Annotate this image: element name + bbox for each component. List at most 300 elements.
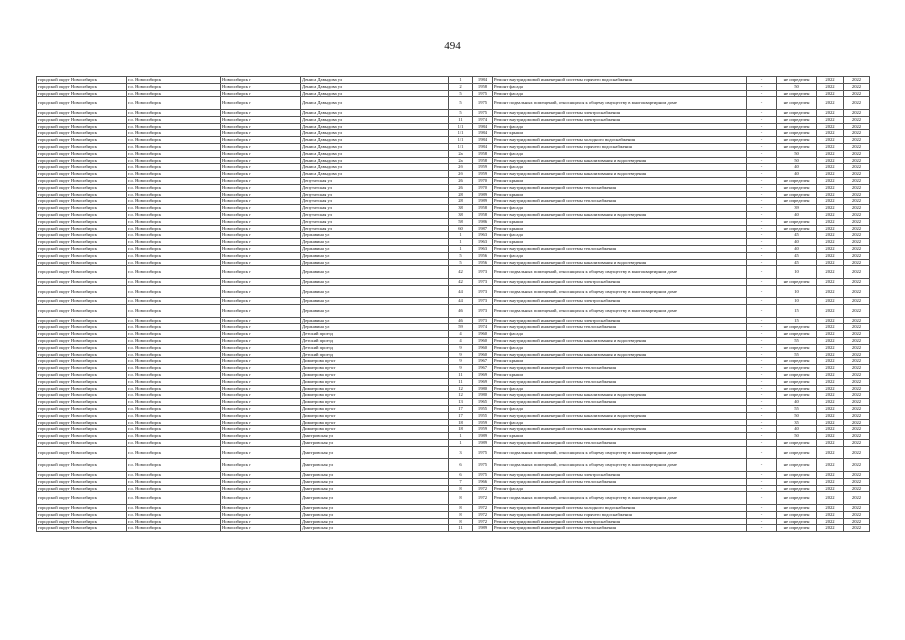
cost-cell: не определен [777,177,817,184]
year-from-cell: 2022 [817,525,844,532]
district-cell: городской округ Новосибирск [37,137,127,144]
dash-cell: - [747,137,777,144]
year-to-cell: 2022 [844,232,870,239]
district-cell: городской округ Новосибирск [37,77,127,84]
city-cell: Новосибирск г [221,459,301,472]
year-to-cell: 2022 [844,298,870,305]
house-cell: 18 [449,426,473,433]
work-type-cell: Ремонт внутридомовой инженерной системы горячего водоснабжения [493,77,747,84]
district-cell: городской округ Новосибирск [37,459,127,472]
street-cell: Державина ул [301,259,449,266]
year-from-cell: 2022 [817,478,844,485]
dash-cell: - [747,191,777,198]
city-cell: Новосибирск г [221,157,301,164]
cost-cell: не определен [777,478,817,485]
district-cell: городской округ Новосибирск [37,109,127,116]
dash-cell: - [747,184,777,191]
dash-cell: - [747,324,777,331]
municipality-cell: г.о. Новосибирск [127,351,221,358]
city-cell: Новосибирск г [221,365,301,372]
city-cell: Новосибирск г [221,378,301,385]
city-cell: Новосибирск г [221,492,301,505]
house-cell: 1 [449,239,473,246]
dash-cell: - [747,143,777,150]
table-row [37,324,870,331]
house-cell: 1 [449,232,473,239]
dash-cell: - [747,433,777,440]
year-cell: 1955 [473,406,493,413]
city-cell: Новосибирск г [221,372,301,379]
year-to-cell: 2022 [844,372,870,379]
street-cell: Дмитровская ул [301,505,449,512]
district-cell: городской округ Новосибирск [37,406,127,413]
municipality-cell: г.о. Новосибирск [127,426,221,433]
city-cell: Новосибирск г [221,245,301,252]
house-cell: 6 [449,459,473,472]
work-type-cell: Ремонт внутридомовой инженерной системы теплоснабжения [493,440,747,447]
dash-cell: - [747,372,777,379]
year-from-cell: 2022 [817,426,844,433]
district-cell: городской округ Новосибирск [37,191,127,198]
table-row [37,150,870,157]
street-cell: Димитрова пр-кт [301,412,449,419]
municipality-cell: г.о. Новосибирск [127,331,221,338]
street-cell: Депутатская ул [301,198,449,205]
work-type-cell: Ремонт внутридомовой инженерной системы горячего водоснабжения [493,143,747,150]
cost-cell: 50 [777,433,817,440]
city-cell: Новосибирск г [221,525,301,532]
year-from-cell: 2022 [817,232,844,239]
year-cell: 1984 [473,137,493,144]
city-cell: Новосибирск г [221,205,301,212]
city-cell: Новосибирск г [221,419,301,426]
district-cell: городской округ Новосибирск [37,184,127,191]
street-cell: Державина ул [301,245,449,252]
house-cell: 26 [449,184,473,191]
year-to-cell: 2022 [844,143,870,150]
year-cell: 1975 [473,97,493,110]
city-cell: Новосибирск г [221,130,301,137]
year-to-cell: 2022 [844,83,870,90]
year-from-cell: 2022 [817,485,844,492]
house-cell: 2а [449,150,473,157]
street-cell: Державина ул [301,266,449,279]
cost-cell: 15 [777,305,817,318]
year-cell: 1963 [473,245,493,252]
city-cell: Новосибирск г [221,239,301,246]
table-row [37,225,870,232]
table-row [37,505,870,512]
cost-cell: 40 [777,164,817,171]
dash-cell: - [747,511,777,518]
dash-cell: - [747,485,777,492]
municipality-cell: г.о. Новосибирск [127,385,221,392]
cost-cell: не определен [777,109,817,116]
table-row [37,399,870,406]
cost-cell: не определен [777,358,817,365]
year-cell: 1989 [473,198,493,205]
year-cell: 1973 [473,278,493,285]
house-cell: 28 [449,191,473,198]
year-cell: 1959 [473,419,493,426]
year-from-cell: 2022 [817,278,844,285]
work-type-cell: Ремонт крыши [493,177,747,184]
work-type-cell: Ремонт фасада [493,331,747,338]
district-cell: городской округ Новосибирск [37,285,127,298]
year-cell: 1974 [473,116,493,123]
house-cell: 7 [449,478,473,485]
year-from-cell: 2022 [817,344,844,351]
year-to-cell: 2022 [844,433,870,440]
work-type-cell: Ремонт фасада [493,90,747,97]
year-cell: 1958 [473,150,493,157]
cost-cell: 55 [777,351,817,358]
district-cell: городской округ Новосибирск [37,225,127,232]
cost-cell: не определен [777,116,817,123]
cost-cell: 15 [777,317,817,324]
district-cell: городской округ Новосибирск [37,485,127,492]
table-row [37,378,870,385]
dash-cell: - [747,171,777,178]
district-cell: городской округ Новосибирск [37,116,127,123]
dash-cell: - [747,419,777,426]
district-cell: городской округ Новосибирск [37,478,127,485]
cost-cell: не определен [777,218,817,225]
house-cell: 9 [449,344,473,351]
city-cell: Новосибирск г [221,392,301,399]
cost-cell: не определен [777,225,817,232]
dash-cell: - [747,90,777,97]
work-type-cell: Ремонт внутридомовой инженерной системы холодного водоснабжения [493,137,747,144]
year-to-cell: 2022 [844,211,870,218]
district-cell: городской округ Новосибирск [37,525,127,532]
table-row [37,317,870,324]
dash-cell: - [747,245,777,252]
street-cell: Детский проезд [301,351,449,358]
district-cell: городской округ Новосибирск [37,351,127,358]
year-from-cell: 2022 [817,412,844,419]
dash-cell: - [747,205,777,212]
year-from-cell: 2022 [817,171,844,178]
year-to-cell: 2022 [844,485,870,492]
cost-cell: не определен [777,372,817,379]
year-from-cell: 2022 [817,109,844,116]
street-cell: Дмитровская ул [301,492,449,505]
table-row [37,137,870,144]
city-cell: Новосибирск г [221,518,301,525]
work-type-cell: Ремонт внутридомовой инженерной системы теплоснабжения [493,245,747,252]
street-cell: Дениса Давыдова ул [301,123,449,130]
house-cell: 9 [449,351,473,358]
dash-cell: - [747,116,777,123]
house-cell: 38 [449,211,473,218]
municipality-cell: г.о. Новосибирск [127,412,221,419]
dash-cell: - [747,83,777,90]
table-row [37,511,870,518]
work-type-cell: Ремонт внутридомовой инженерной системы канализования и водоотведения [493,171,747,178]
municipality-cell: г.о. Новосибирск [127,372,221,379]
municipality-cell: г.о. Новосибирск [127,399,221,406]
municipality-cell: г.о. Новосибирск [127,137,221,144]
city-cell: Новосибирск г [221,137,301,144]
municipality-cell: г.о. Новосибирск [127,492,221,505]
year-from-cell: 2022 [817,433,844,440]
street-cell: Депутатская ул [301,205,449,212]
district-cell: городской округ Новосибирск [37,177,127,184]
year-cell: 1989 [473,525,493,532]
table-row [37,191,870,198]
year-from-cell: 2022 [817,205,844,212]
year-to-cell: 2022 [844,305,870,318]
dash-cell: - [747,338,777,345]
dash-cell: - [747,252,777,259]
city-cell: Новосибирск г [221,266,301,279]
year-cell: 1970 [473,177,493,184]
house-cell: 46 [449,305,473,318]
municipality-cell: г.о. Новосибирск [127,97,221,110]
table-row [37,419,870,426]
year-cell: 1969 [473,372,493,379]
city-cell: Новосибирск г [221,90,301,97]
municipality-cell: г.о. Новосибирск [127,184,221,191]
municipality-cell: г.о. Новосибирск [127,305,221,318]
city-cell: Новосибирск г [221,123,301,130]
house-cell: 1/1 [449,123,473,130]
table-row [37,278,870,285]
work-type-cell: Ремонт фасада [493,232,747,239]
house-cell: 5 [449,97,473,110]
city-cell: Новосибирск г [221,259,301,266]
municipality-cell: г.о. Новосибирск [127,433,221,440]
house-cell: 9 [449,365,473,372]
street-cell: Дениса Давыдова ул [301,116,449,123]
city-cell: Новосибирск г [221,83,301,90]
city-cell: Новосибирск г [221,285,301,298]
street-cell: Депутатская ул [301,218,449,225]
district-cell: городской округ Новосибирск [37,511,127,518]
street-cell: Детский проезд [301,338,449,345]
district-cell: городской округ Новосибирск [37,446,127,459]
year-cell: 1970 [473,184,493,191]
house-cell: 13 [449,399,473,406]
city-cell: Новосибирск г [221,412,301,419]
street-cell: Депутатская ул [301,225,449,232]
district-cell: городской округ Новосибирск [37,218,127,225]
year-from-cell: 2022 [817,218,844,225]
district-cell: городской округ Новосибирск [37,150,127,157]
cost-cell: не определен [777,331,817,338]
house-cell: 9 [449,358,473,365]
year-to-cell: 2022 [844,505,870,512]
cost-cell: 45 [777,232,817,239]
house-cell: 5 [449,90,473,97]
work-type-cell: Ремонт внутридомовой инженерной системы электроснабжения [493,317,747,324]
table-row [37,232,870,239]
municipality-cell: г.о. Новосибирск [127,218,221,225]
year-to-cell: 2022 [844,472,870,479]
house-cell: 6 [449,472,473,479]
cost-cell: 55 [777,338,817,345]
dash-cell: - [747,378,777,385]
street-cell: Дениса Давыдова ул [301,109,449,116]
cost-cell: не определен [777,472,817,479]
dash-cell: - [747,505,777,512]
year-from-cell: 2022 [817,378,844,385]
year-to-cell: 2022 [844,406,870,413]
house-cell: 2б [449,164,473,171]
work-type-cell: Ремонт внутридомовой инженерной системы теплоснабжения [493,378,747,385]
table-row [37,239,870,246]
table-row [37,385,870,392]
municipality-cell: г.о. Новосибирск [127,485,221,492]
city-cell: Новосибирск г [221,171,301,178]
house-cell: 18 [449,419,473,426]
year-to-cell: 2022 [844,123,870,130]
work-type-cell: Ремонт фасада [493,150,747,157]
street-cell: Депутатская ул [301,211,449,218]
district-cell: городской округ Новосибирск [37,90,127,97]
cost-cell: не определен [777,511,817,518]
year-cell: 1966 [473,478,493,485]
city-cell: Новосибирск г [221,143,301,150]
year-from-cell: 2022 [817,225,844,232]
year-to-cell: 2022 [844,446,870,459]
municipality-cell: г.о. Новосибирск [127,245,221,252]
year-from-cell: 2022 [817,191,844,198]
district-cell: городской округ Новосибирск [37,505,127,512]
year-cell: 1959 [473,426,493,433]
cost-cell: не определен [777,324,817,331]
municipality-cell: г.о. Новосибирск [127,77,221,84]
street-cell: Державина ул [301,252,449,259]
table-row [37,478,870,485]
street-cell: Дмитровская ул [301,485,449,492]
year-to-cell: 2022 [844,150,870,157]
year-cell: 1975 [473,90,493,97]
year-from-cell: 2022 [817,518,844,525]
municipality-cell: г.о. Новосибирск [127,211,221,218]
table-row [37,446,870,459]
cost-cell: 50 [777,150,817,157]
work-type-cell: Ремонт крыши [493,218,747,225]
city-cell: Новосибирск г [221,358,301,365]
cost-cell: 40 [777,239,817,246]
district-cell: городской округ Новосибирск [37,392,127,399]
year-to-cell: 2022 [844,518,870,525]
cost-cell: 39 [777,205,817,212]
table-row [37,143,870,150]
work-type-cell: Ремонт внутридомовой инженерной системы теплоснабжения [493,365,747,372]
cost-cell: 10 [777,285,817,298]
district-cell: городской округ Новосибирск [37,338,127,345]
year-from-cell: 2022 [817,143,844,150]
municipality-cell: г.о. Новосибирск [127,259,221,266]
cost-cell: не определен [777,446,817,459]
cost-cell: не определен [777,184,817,191]
year-from-cell: 2022 [817,317,844,324]
city-cell: Новосибирск г [221,505,301,512]
municipality-cell: г.о. Новосибирск [127,440,221,447]
cost-cell: не определен [777,198,817,205]
table-row [37,358,870,365]
year-cell: 1959 [473,171,493,178]
municipality-cell: г.о. Новосибирск [127,525,221,532]
year-from-cell: 2022 [817,472,844,479]
year-from-cell: 2022 [817,150,844,157]
year-cell: 1963 [473,232,493,239]
table-row [37,351,870,358]
street-cell: Дениса Давыдова ул [301,137,449,144]
dash-cell: - [747,109,777,116]
table-row [37,518,870,525]
cost-cell: не определен [777,344,817,351]
house-cell: 1/1 [449,143,473,150]
year-from-cell: 2022 [817,351,844,358]
table-row [37,205,870,212]
district-cell: городской округ Новосибирск [37,399,127,406]
city-cell: Новосибирск г [221,97,301,110]
cost-cell: 35 [777,419,817,426]
year-cell: 1972 [473,485,493,492]
year-to-cell: 2022 [844,378,870,385]
street-cell: Дмитровская ул [301,472,449,479]
house-cell: 1 [449,77,473,84]
table-row [37,372,870,379]
table-row [37,164,870,171]
year-from-cell: 2022 [817,406,844,413]
table-row [37,485,870,492]
year-to-cell: 2022 [844,511,870,518]
year-to-cell: 2022 [844,239,870,246]
district-cell: городской округ Новосибирск [37,164,127,171]
street-cell: Дениса Давыдова ул [301,143,449,150]
year-from-cell: 2022 [817,239,844,246]
dash-cell: - [747,177,777,184]
year-cell: 1973 [473,317,493,324]
year-to-cell: 2022 [844,440,870,447]
street-cell: Державина ул [301,317,449,324]
year-cell: 1989 [473,191,493,198]
municipality-cell: г.о. Новосибирск [127,191,221,198]
city-cell: Новосибирск г [221,191,301,198]
table-row [37,77,870,84]
street-cell: Дениса Давыдова ул [301,77,449,84]
year-to-cell: 2022 [844,338,870,345]
dash-cell: - [747,164,777,171]
district-cell: городской округ Новосибирск [37,378,127,385]
city-cell: Новосибирск г [221,211,301,218]
dash-cell: - [747,97,777,110]
year-to-cell: 2022 [844,492,870,505]
year-to-cell: 2022 [844,157,870,164]
house-cell: 26 [449,177,473,184]
work-type-cell: Ремонт внутридомовой инженерной системы электроснабжения [493,116,747,123]
table-row [37,492,870,505]
cost-cell: не определен [777,143,817,150]
street-cell: Димитрова пр-кт [301,419,449,426]
street-cell: Димитрова пр-кт [301,372,449,379]
municipality-cell: г.о. Новосибирск [127,358,221,365]
city-cell: Новосибирск г [221,109,301,116]
year-cell: 1984 [473,143,493,150]
year-cell: 1973 [473,266,493,279]
year-to-cell: 2022 [844,130,870,137]
table-row [37,252,870,259]
district-cell: городской округ Новосибирск [37,472,127,479]
street-cell: Дмитровская ул [301,440,449,447]
district-cell: городской округ Новосибирск [37,252,127,259]
street-cell: Дмитровская ул [301,525,449,532]
